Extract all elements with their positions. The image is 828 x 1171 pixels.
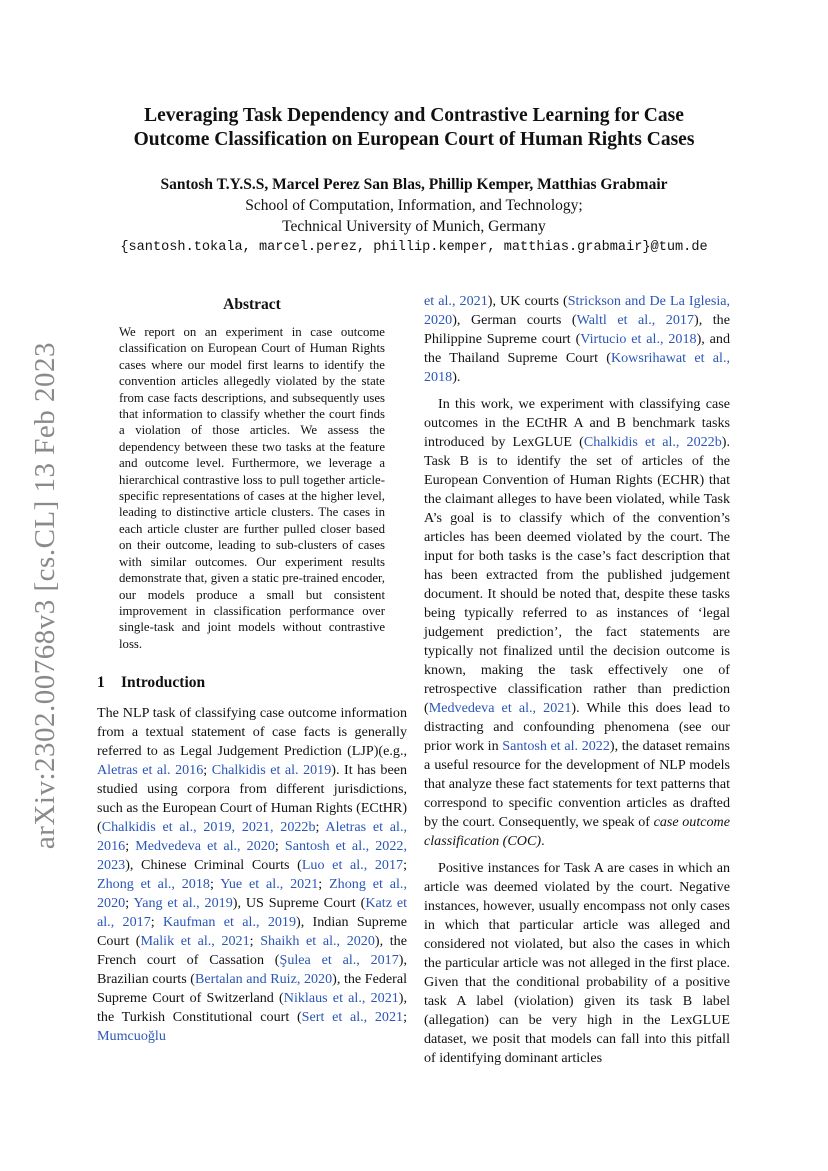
title-line-1: Leveraging Task Dependency and Contrastive Learning for Case [144,105,684,126]
section-title: Introduction [121,674,206,692]
right-column [424,292,730,1068]
title-line-2: Outcome Classification on European Court of Human Rights Cases [133,129,695,150]
citation-link[interactable]: Santosh et al. 2022 [502,738,610,754]
citation-link[interactable]: Kaufman et al., 2019 [163,914,297,931]
citation-link[interactable]: et al., 2021 [424,293,488,309]
positive-instances-paragraph: Positive instances for Task A are cases in which an article was deemed violated by the court. Negative instances, however, usually encompass not only cases in which that particular article was alleged and considered not violated, but also the cases in which the particular article was not alleged in the first place. Given that the conditional probability of a positive task A label (violation) given its task B label (allegation) can be very high in the LexGLUE dataset, we posit that models can fall into this pitfall of identifying dominant articles [424,860,730,1066]
citation-link[interactable]: Niklaus et al., 2021 [283,990,399,1007]
section-number: 1 [97,674,105,692]
citation-link[interactable]: Kowsrihawat et al., 2018 [424,350,730,385]
left-column [97,290,407,1046]
affiliation-line-2: Technical University of Munich, Germany [282,218,546,235]
emphasized-term: case outcome classification (COC) [424,814,730,849]
abstract-heading: Abstract [223,296,281,313]
citation-link[interactable]: Aletras et al., 2016 [97,819,407,855]
citation-link[interactable]: Yang et al., 2019 [133,895,233,912]
section-heading-introduction [97,674,407,692]
citation-link[interactable]: Chalkidis et al., 2019, 2021, 2022b [101,819,316,836]
author-names: Santosh T.Y.S.S, Marcel Perez San Blas, Phillip Kemper, Matthias Grabmair [160,176,668,193]
citation-link[interactable]: Mumcuoğlu [97,1028,166,1045]
citation-link[interactable]: Virtucio et al., 2018 [580,331,697,347]
citation-link[interactable]: Luo et al., 2017 [301,857,404,874]
citation-link[interactable]: Aletras et al. 2016 [97,762,204,779]
affiliation-line-1: School of Computation, Information, and Technology; [245,197,583,214]
citation-link[interactable]: Medvedeva et al., 2021 [428,700,572,716]
citation-link[interactable]: Santosh et al., 2022, 2023 [97,838,407,874]
citation-link[interactable]: Strickson and De La Iglesia, 2020 [424,293,731,328]
citation-link[interactable]: Katz et al., 2017 [97,895,407,931]
citation-link[interactable]: Bertalan and Ruiz, 2020 [194,971,333,988]
citation-link[interactable]: Shaikh et al., 2020 [260,933,375,950]
citation-link[interactable]: Şulea et al., 2017 [279,952,399,969]
citation-link[interactable]: Yue et al., 2021 [220,876,319,893]
citation-link[interactable]: Zhong et al., 2018 [97,876,210,893]
citation-link[interactable]: Chalkidis et al. 2019 [211,762,332,779]
abstract-text: We report on an experiment in case outcome classification on European Court of Human Rights cases where our model first learns to identify the convention articles allegedly violated by the state from case facts descriptions, and subsequently uses that information to classify whether the court finds a violation of those articles. We assess the dependency between these two tasks at the feature and outcome level. Furthermore, we leverage a hierarchical contrastive loss to pull together article-specific representations of cases at the higher level, leading to distinctive article clusters. The cases in each article cluster are further pulled closer based on their outcome, leading to sub-clusters of cases with similar outcomes. Our experiment results demonstrate that, given a static pre-trained encoder, our models produce a small but consistent improvement in classification performance over single-task and joint models without contrastive loss. [119,325,385,651]
citation-link[interactable]: Waltl et al., 2017 [576,312,694,328]
citation-link[interactable]: Sert et al., 2021 [301,1009,404,1026]
author-block [100,174,728,258]
paper-title [100,104,728,152]
citation-link[interactable]: Zhong et al., 2020 [97,876,407,912]
related-work-paragraph: et al., 2021), UK courts (Strickson and De La Iglesia, 2020), German courts (Waltl et al., 2017), the Philippine Supreme court (Virtucio et al., 2018), and the Thailand Supreme Court (Kowsrihawat et al., 2018). [424,293,731,385]
citation-link[interactable]: Medvedeva et al., 2020 [135,838,275,855]
author-emails: {santosh.tokala, marcel.perez, phillip.kemper, matthias.grabmair}@tum.de [120,240,708,255]
citation-link[interactable]: Chalkidis et al., 2022b [583,434,722,450]
this-work-paragraph: In this work, we experiment with classifying case outcomes in the ECtHR A and B benchmark tasks introduced by LexGLUE (Chalkidis et al., 2022b). Task B is to identify the set of articles of the European Convention of Human Rights (ECHR) that the claimant alleges to have been violated, while Task A’s goal is to classify which of the convention’s articles has been deemed violated by the court. The input for both tasks is the case’s fact description that has been extracted from the published judgement document. It should be noted that, despite these tasks being typically referred to as instances of ‘legal judgement prediction’, the fact statements are typically not finalized until the decision outcome is known, making the task effectively one of retrospective classification rather than prediction (Medvedeva et al., 2021). While this does lead to distracting and confounding phenomena (see our prior work in Santosh et al. 2022), the dataset remains a useful resource for the development of NLP models that analyze these fact statements for text patterns that correspond to specific convention articles as drafted by the court. Consequently, we speak of case outcome classification (COC). [424,396,730,849]
intro-paragraph: The NLP task of classifying case outcome information from a textual statement of case facts is generally referred to as Legal Judgement Prediction (LJP)(e.g., Aletras et al. 2016; Chalkidis et al. 2019). It has been studied using corpora from different jurisdictions, such as the European Court of Human Rights (ECtHR) (Chalkidis et al., 2019, 2021, 2022b; Aletras et al., 2016; Medvedeva et al., 2020; Santosh et al., 2022, 2023), Chinese Criminal Courts (Luo et al., 2017; Zhong et al., 2018; Yue et al., 2021; Zhong et al., 2020; Yang et al., 2019), US Supreme Court (Katz et al., 2017; Kaufman et al., 2019), Indian Supreme Court (Malik et al., 2021; Shaikh et al., 2020), the French court of Cassation (Şulea et al., 2017), Brazilian courts (Bertalan and Ruiz, 2020), the Federal Supreme Court of Switzerland (Niklaus et al., 2021), the Turkish Constitutional court (Sert et al., 2021; Mumcuoğlu [97,705,408,1045]
arxiv-identifier-stamp [16,300,76,890]
arxiv-stamp-text: arXiv:2302.00768v3 [cs.CL] 13 Feb 2023 [29,341,62,849]
citation-link[interactable]: Malik et al., 2021 [140,933,250,950]
